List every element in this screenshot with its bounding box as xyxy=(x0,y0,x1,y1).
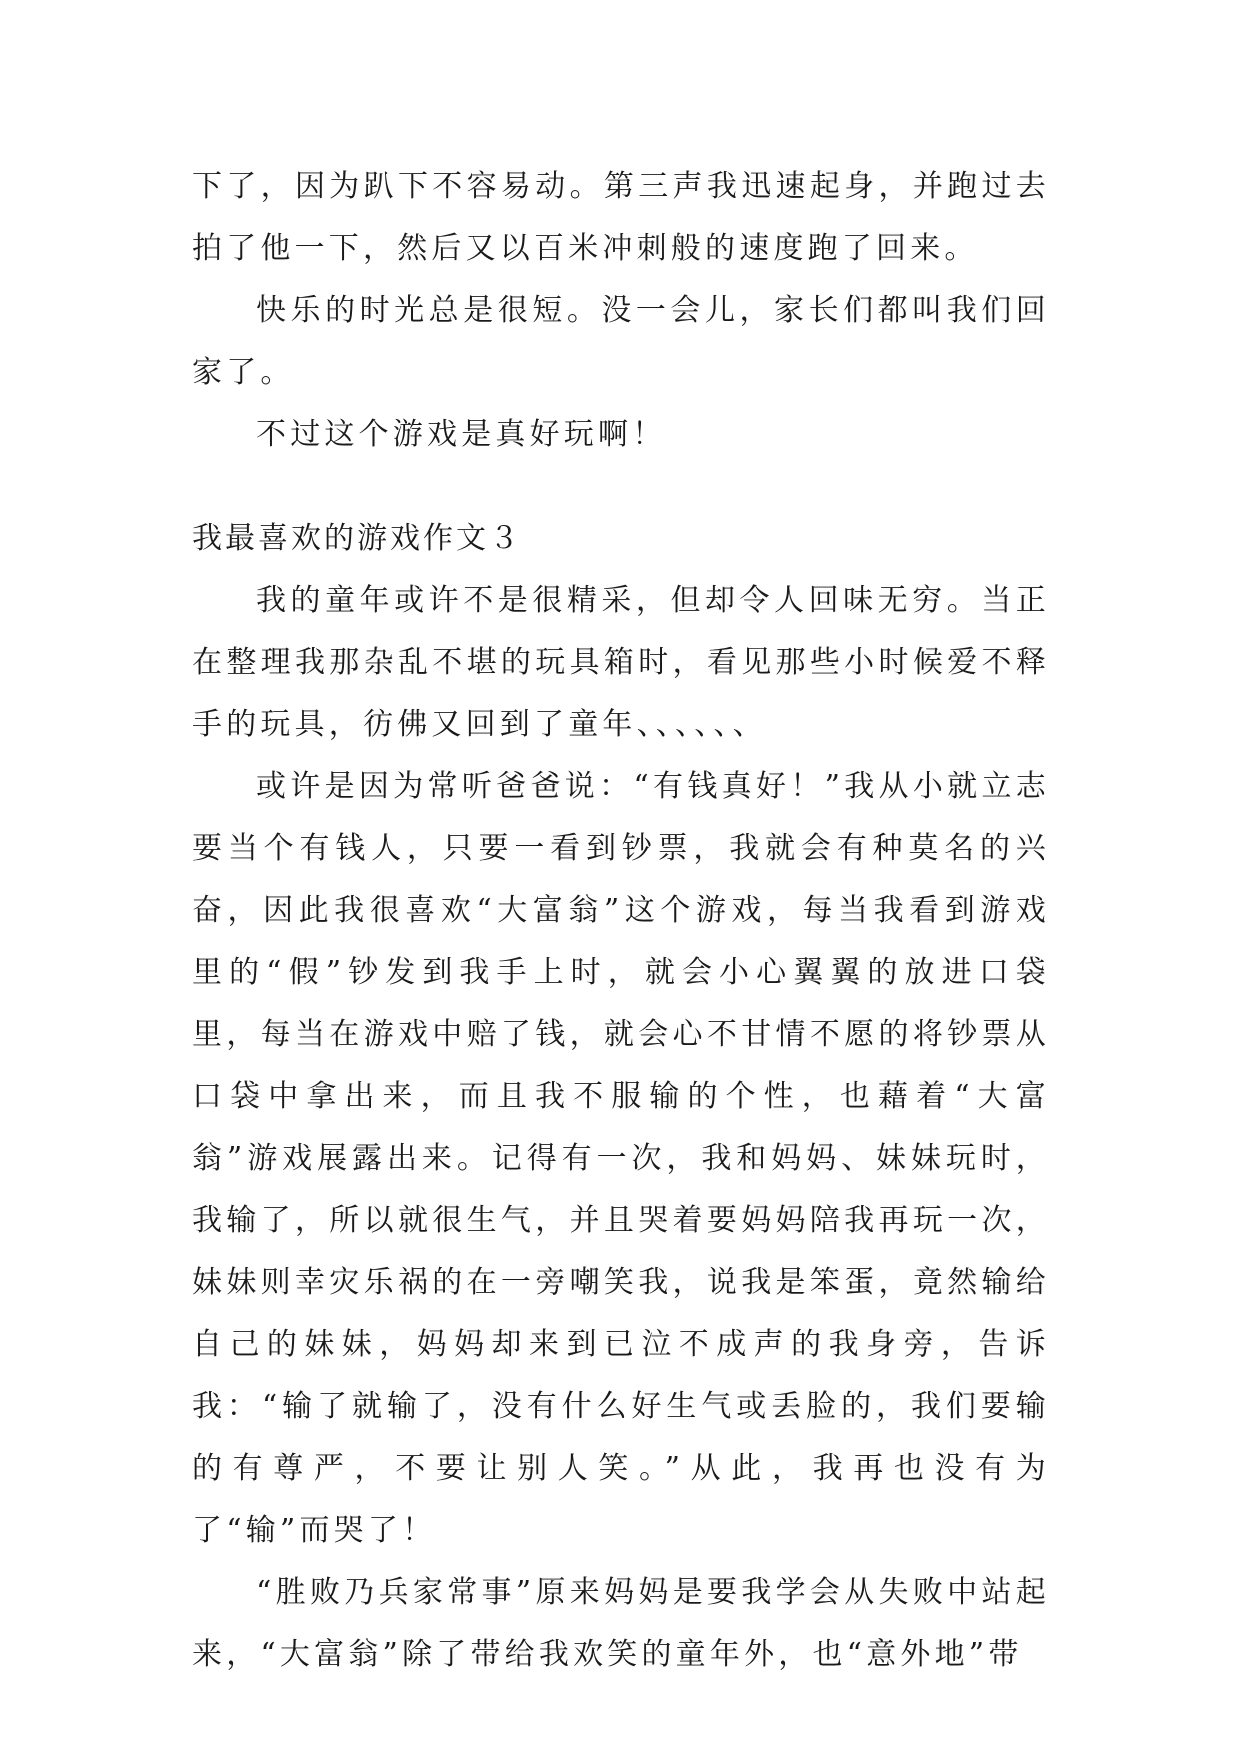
essay-section xyxy=(192,508,1050,1686)
paragraph: 或许是因为常听爸爸说：“有钱真好！”我从小就立志要当个有钱人，只要一看到钞票，我就会有种莫名的兴奋，因此我很喜欢“大富翁”这个游戏，每当我看到游戏里的“假”钞发到我手上时，就会小心翼翼的放进口袋里，每当在游戏中赔了钱，就会心不甘情不愿的将钞票从口袋中拿出来，而且我不服输的个性，也藉着“大富翁”游戏展露出来。记得有一次，我和妈妈、妹妹玩时，我输了，所以就很生气，并且哭着要妈妈陪我再玩一次，妹妹则幸灾乐祸的在一旁嘲笑我，说我是笨蛋，竟然输给自己的妹妹，妈妈却来到已泣不成声的我身旁，告诉我：“输了就输了，没有什么好生气或丢脸的，我们要输的有尊严，不要让别人笑。”从此，我再也没有为了“输”而哭了！ xyxy=(192,769,1050,1548)
paragraph: 我的童年或许不是很精采，但却令人回味无穷。当正在整理我那杂乱不堪的玩具箱时，看见那些小时候爱不释手的玩具，彷佛又回到了童年、、、、、、 xyxy=(192,583,1050,742)
paragraph: 不过这个游戏是真好玩啊！ xyxy=(256,417,667,452)
continued-text-section xyxy=(192,156,1050,466)
essay-title: 我最喜欢的游戏作文３ xyxy=(192,521,522,556)
paragraph: “胜败乃兵家常事”原来妈妈是要我学会从失败中站起来，“大富翁”除了带给我欢笑的童年外，也“意外地”带 xyxy=(192,1575,1050,1672)
paragraph: 快乐的时光总是很短。没一会儿，家长们都叫我们回家了。 xyxy=(192,293,1050,390)
paragraph: 下了，因为趴下不容易动。第三声我迅速起身，并跑过去拍了他一下，然后又以百米冲刺般的速度跑了回来。 xyxy=(192,169,1050,266)
